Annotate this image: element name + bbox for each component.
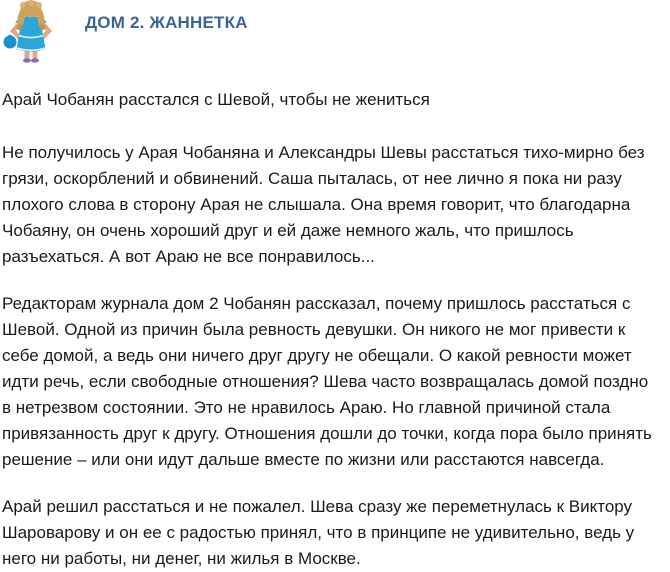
post-paragraph-2: Редакторам журнала дом 2 Чобанян рассказал, почему пришлось расстаться с Шевой. Одной из причин была ревность девушки. Он никого не мог привести к себе домой, а ведь они ничего друг другу не обещали. О какой ревности может идти речь, если свободные отношения? Шева часто возвращалась домой поздно в нетрезвом состоянии. Это не нравилось Араю. Но главной причиной стала привязанность друг к другу. Отношения дошли до точки, когда пора было принять решение – или они идут дальше вместе по жизни или расстаются навсегда. <box>2 294 652 469</box>
community-name-link[interactable]: ДОМ 2. ЖАННЕТКА <box>85 13 248 32</box>
post-paragraph-1: Не получилось у Арая Чобаняна и Александры Шевы расстаться тихо-мирно без грязи, оскорблений и обвинений. Саша пыталась, от нее лично я пока ни разу плохого слова в сторону Арая не слышала. Она время говорит, что благодарна Чобаяну, он очень хороший друг и ей даже немного жаль, что пришлось разъехаться. А вот Араю не все понравилось... <box>2 143 645 266</box>
community-avatar[interactable] <box>1 0 61 64</box>
woman-in-blue-dress-avatar <box>1 0 61 64</box>
post-paragraph-3: Арай решил расстаться и не пожалел. Шева сразу же переметнулась к Виктору Шароварову и он ее с радостью принял, что в принципе не удивительно, ведь у него ни работы, ни денег, ни жилья в Москве. <box>2 497 635 568</box>
post-header <box>0 0 670 62</box>
post-text <box>0 62 666 572</box>
post-headline: Арай Чобанян расстался с Шевой, чтобы не жениться <box>2 90 430 109</box>
